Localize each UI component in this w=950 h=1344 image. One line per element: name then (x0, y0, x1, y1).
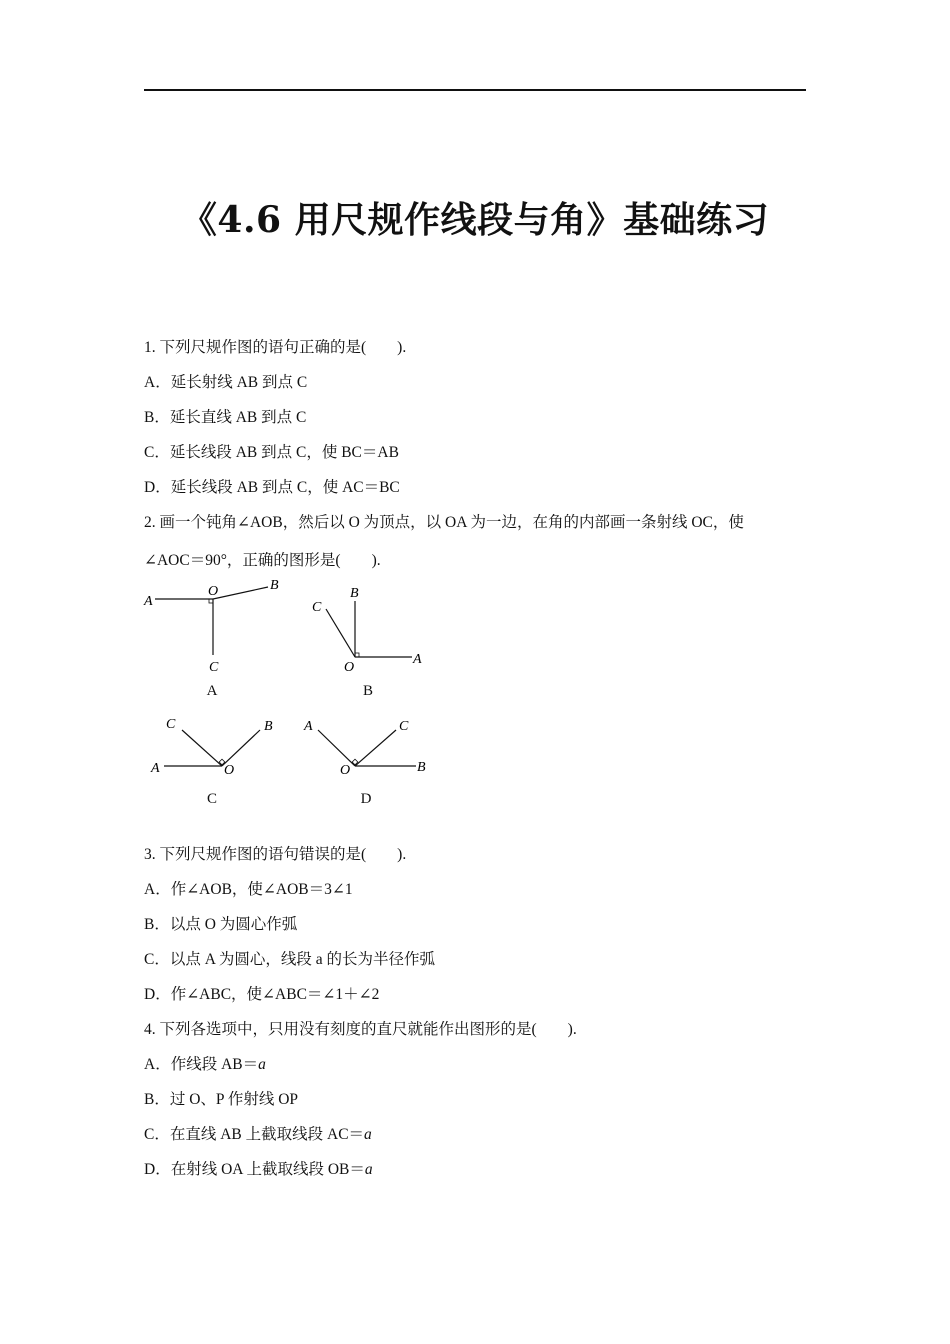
fig-d-label-a: A (304, 719, 313, 734)
q2-figure-a-caption: A (206, 683, 218, 699)
fig-b-label-o: O (344, 660, 355, 675)
fig-a-label-a: A (144, 594, 153, 609)
q3-option-b: B．以点 O 为圆心作弧 (144, 916, 298, 933)
fig-c-label-c: C (166, 717, 176, 732)
fig-a-label-b: B (270, 578, 279, 593)
fig-c-label-b: B (264, 719, 273, 734)
q3-stem: 3. 下列尺规作图的语句错误的是( ). (144, 846, 407, 863)
fig-d-label-c: C (399, 719, 409, 734)
q2-figure-d (300, 710, 440, 790)
q4-option-c-var: a (364, 1126, 372, 1143)
q4-option-c-text: C．在直线 AB 上截取线段 AC＝ (144, 1126, 365, 1143)
fig-d-label-o: O (340, 763, 351, 778)
q2-figure-b-caption: B (362, 683, 373, 699)
q1-option-c: C．延长线段 AB 到点 C，使 BC＝AB (144, 444, 399, 461)
fig-b-label-a: A (413, 652, 422, 667)
q4-option-b-text: B．过 O、P 作射线 OP (144, 1091, 299, 1108)
q4-option-d-var: a (364, 1161, 373, 1178)
q1-option-a: A．延长射线 AB 到点 C (144, 374, 308, 391)
header-rule (144, 89, 806, 91)
fig-c-label-o: O (224, 763, 235, 778)
q4-stem: 4. 下列各选项中，只用没有刻度的直尺就能作出图形的是( ). (144, 1021, 577, 1038)
fig-a-label-o: O (208, 584, 219, 599)
fig-c-label-a: A (151, 761, 160, 776)
q4-option-d (144, 1157, 373, 1179)
q4-option-a (144, 1052, 266, 1074)
q2-figure-c-caption: C (206, 791, 217, 807)
q3-option-d: D．作∠ABC，使∠ABC＝∠1＋∠2 (144, 986, 380, 1003)
q2-figure-b (300, 575, 440, 675)
q1-option-b: B．延长直线 AB 到点 C (144, 409, 307, 426)
page-title: 《4.6 用尺规作线段与角》基础练习 (180, 199, 770, 241)
q2-figure-d-caption: D (360, 791, 372, 807)
q2-figure-a (140, 575, 290, 675)
fig-b-label-b: B (350, 586, 359, 601)
fig-b-label-c: C (312, 600, 322, 615)
q3-option-a: A．作∠AOB，使∠AOB＝3∠1 (144, 881, 353, 898)
q4-option-b (144, 1087, 298, 1109)
q2-stem-line1: 2. 画一个钝角∠AOB，然后以 O 为顶点，以 OA 为一边，在角的内部画一条射线 OC，使 (144, 514, 744, 531)
fig-d-label-b: B (417, 760, 426, 775)
q4-option-a-var: a (258, 1056, 266, 1073)
q4-option-d-text: D．在射线 OA 上截取线段 OB＝ (144, 1161, 365, 1178)
fig-a-label-c: C (209, 660, 219, 675)
q1-stem: 1. 下列尺规作图的语句正确的是( ). (144, 339, 407, 356)
q4-option-c (144, 1122, 372, 1144)
q1-option-d: D．延长线段 AB 到点 C，使 AC＝BC (144, 479, 400, 496)
q2-figure-c (140, 710, 290, 790)
q2-stem-line2: ∠AOC＝90°，正确的图形是( ). (144, 552, 381, 569)
q4-option-a-text: A．作线段 AB＝ (144, 1056, 259, 1073)
q3-option-c: C．以点 A 为圆心，线段 a 的长为半径作弧 (144, 951, 436, 968)
